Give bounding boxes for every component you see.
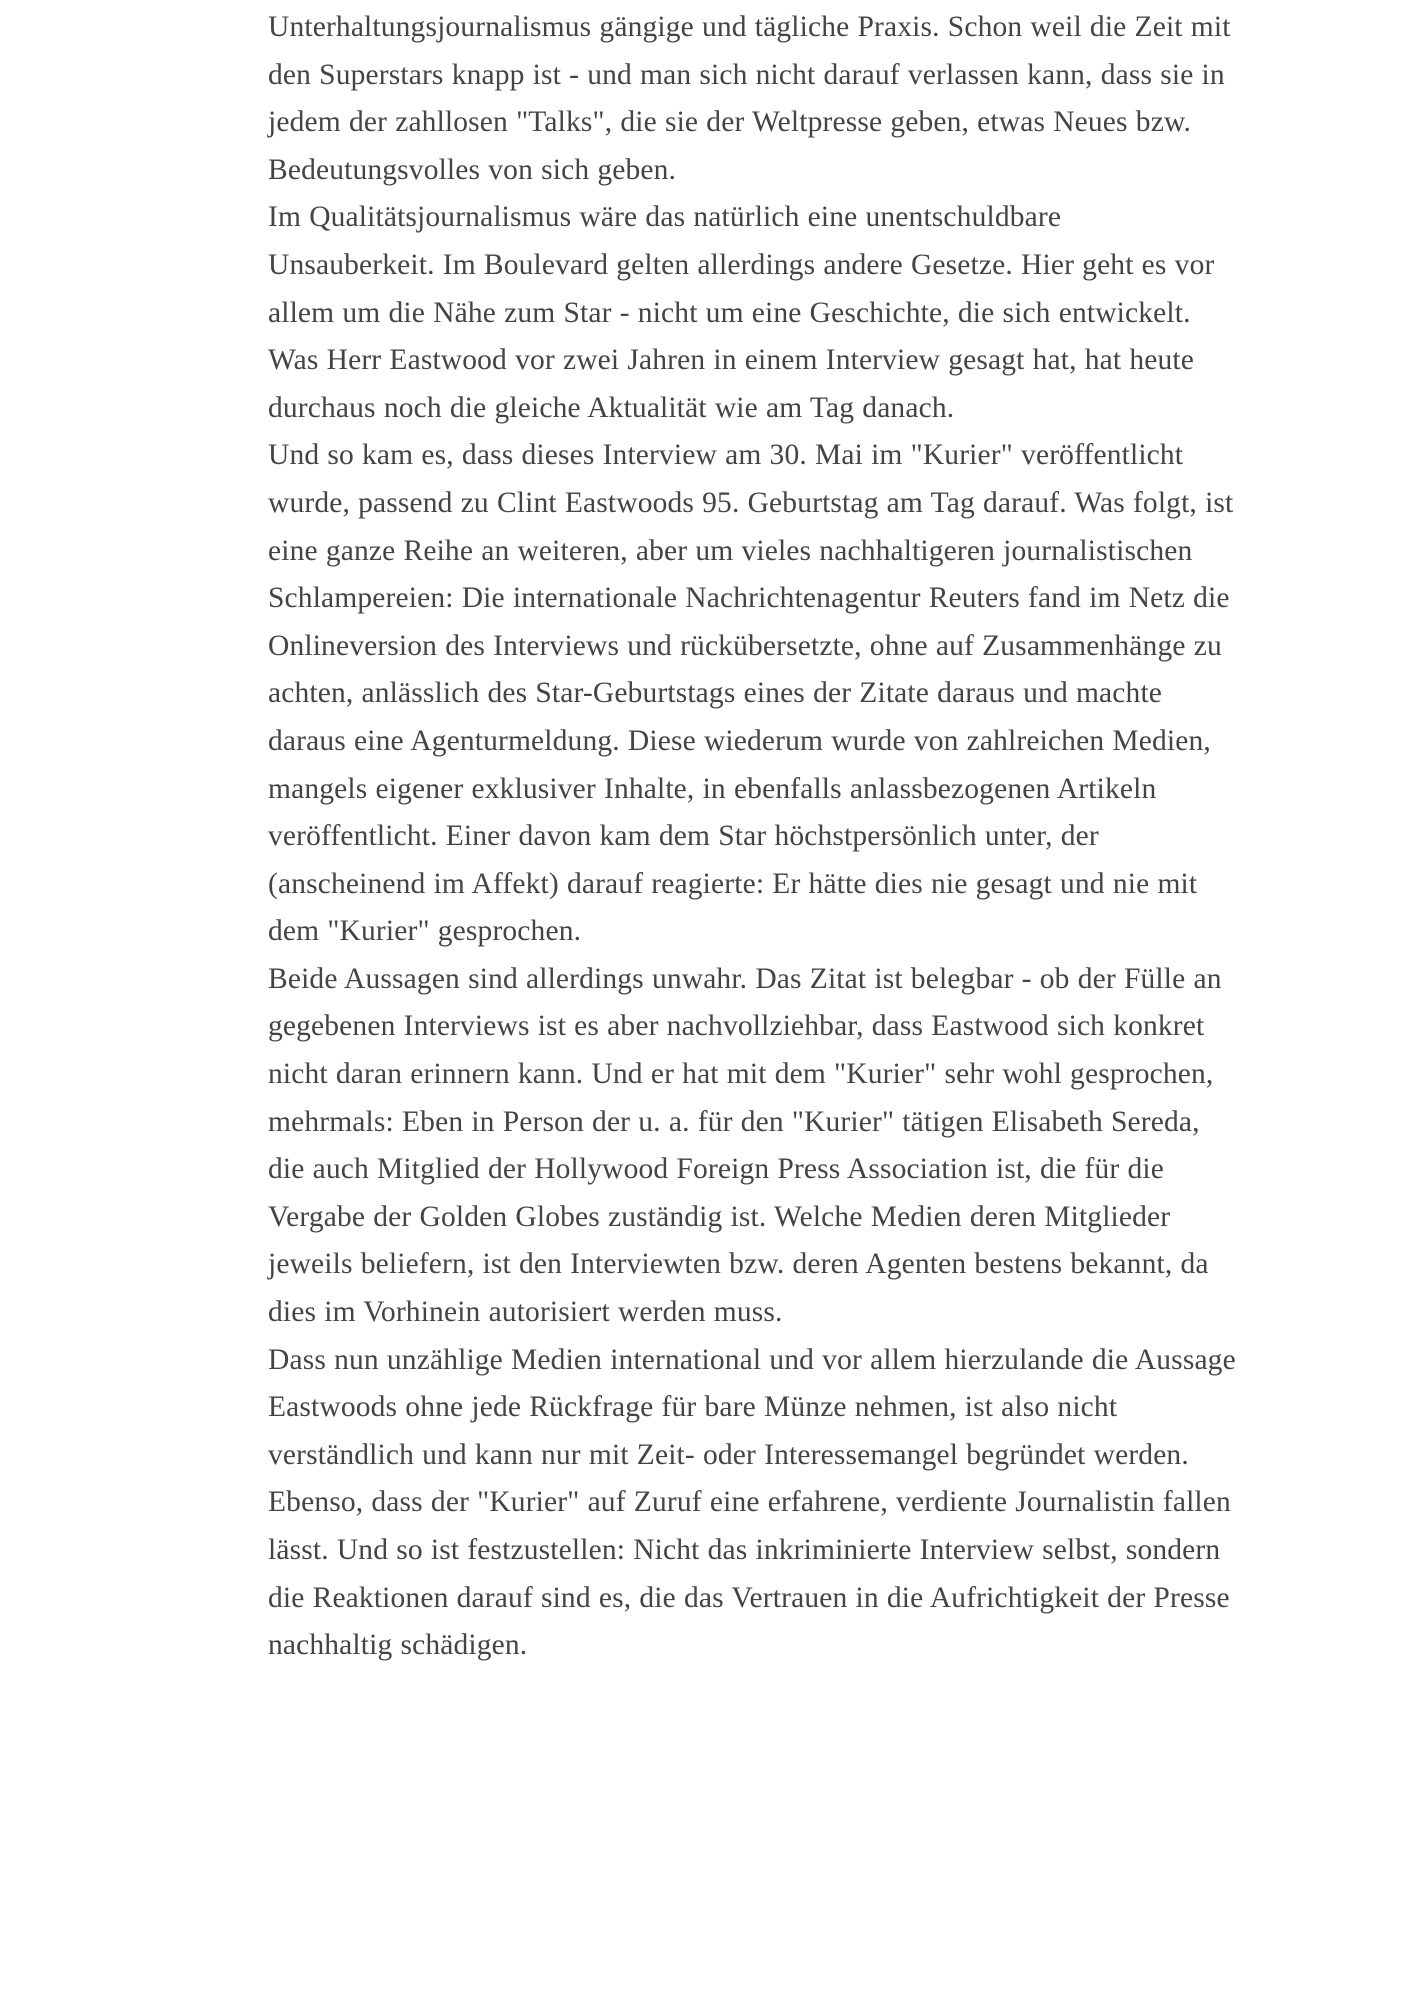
article-body [268,4,1348,1670]
paragraph-1 [268,4,1348,194]
paragraph-4 [268,956,1348,1337]
text-line: durchaus noch die gleiche Aktualität wie am Tag danach. [268,391,955,424]
paragraph-5 [268,1337,1348,1670]
text-line: veröffentlicht. Einer davon kam dem Star höchstpersönlich unter, der [268,820,1099,853]
text-line: Bedeutungsvolles von sich geben. [268,153,677,186]
text-line: Vergabe der Golden Globes zuständig ist. Welche Medien deren Mitglieder [268,1200,1171,1233]
text-line: die auch Mitglied der Hollywood Foreign Press Association ist, die für die [268,1153,1165,1186]
text-line: mehrmals: Eben in Person der u. a. für den "Kurier" tätigen Elisabeth Sereda, [268,1105,1200,1138]
text-line: den Superstars knapp ist - und man sich nicht darauf verlassen kann, dass sie in [268,58,1225,91]
text-line: Beide Aussagen sind allerdings unwahr. Das Zitat ist belegbar - ob der Fülle an [268,962,1222,995]
text-line: jedem der zahllosen "Talks", die sie der Weltpresse geben, etwas Neues bzw. [268,106,1192,139]
text-line: dem "Kurier" gesprochen. [268,915,582,948]
text-line: daraus eine Agenturmeldung. Diese wiederum wurde von zahlreichen Medien, [268,724,1211,757]
text-line: dies im Vorhinein autorisiert werden muss. [268,1296,783,1329]
text-line: Schlampereien: Die internationale Nachrichtenagentur Reuters fand im Netz die [268,582,1230,615]
text-line: Unterhaltungsjournalismus gängige und tägliche Praxis. Schon weil die Zeit mit [268,11,1231,43]
text-line: achten, anlässlich des Star-Geburtstags eines der Zitate daraus und machte [268,677,1163,710]
text-line: allem um die Nähe zum Star - nicht um eine Geschichte, die sich entwickelt. [268,296,1191,329]
paragraph-2 [268,194,1348,432]
text-line: die Reaktionen darauf sind es, die das Vertrauen in die Aufrichtigkeit der Presse [268,1581,1230,1614]
text-line: mangels eigener exklusiver Inhalte, in ebenfalls anlassbezogenen Artikeln [268,772,1157,805]
text-line: Und so kam es, dass dieses Interview am 30. Mai im "Kurier" veröffentlicht [268,439,1184,472]
text-line: gegebenen Interviews ist es aber nachvollziehbar, dass Eastwood sich konkret [268,1010,1205,1043]
text-line: Unsauberkeit. Im Boulevard gelten allerdings andere Gesetze. Hier geht es vor [268,248,1215,281]
text-line: Was Herr Eastwood vor zwei Jahren in einem Interview gesagt hat, hat heute [268,344,1195,377]
text-line: verständlich und kann nur mit Zeit- oder Interessemangel begründet werden. [268,1438,1189,1471]
text-line: eine ganze Reihe an weiteren, aber um vieles nachhaltigeren journalistischen [268,534,1193,567]
text-line: jeweils beliefern, ist den Interviewten bzw. deren Agenten bestens bekannt, da [268,1248,1209,1281]
text-line: nicht daran erinnern kann. Und er hat mit dem "Kurier" sehr wohl gesprochen, [268,1058,1214,1091]
text-line: Eastwoods ohne jede Rückfrage für bare Münze nehmen, ist also nicht [268,1391,1118,1424]
text-line: Dass nun unzählige Medien international und vor allem hierzulande die Aussage [268,1343,1236,1376]
text-line: Ebenso, dass der "Kurier" auf Zuruf eine erfahrene, verdiente Journalistin fallen [268,1486,1231,1519]
text-line: (anscheinend im Affekt) darauf reagierte: Er hätte dies nie gesagt und nie mit [268,867,1198,900]
text-line: wurde, passend zu Clint Eastwoods 95. Geburtstag am Tag darauf. Was folgt, ist [268,486,1234,519]
paragraph-3 [268,432,1348,956]
text-line: Im Qualitätsjournalismus wäre das natürlich eine unentschuldbare [268,201,1062,234]
text-line: lässt. Und so ist festzustellen: Nicht das inkriminierte Interview selbst, sondern [268,1534,1221,1566]
text-line: Onlineversion des Interviews und rückübersetzte, ohne auf Zusammenhänge zu [268,629,1222,662]
text-line: nachhaltig schädigen. [268,1629,528,1662]
